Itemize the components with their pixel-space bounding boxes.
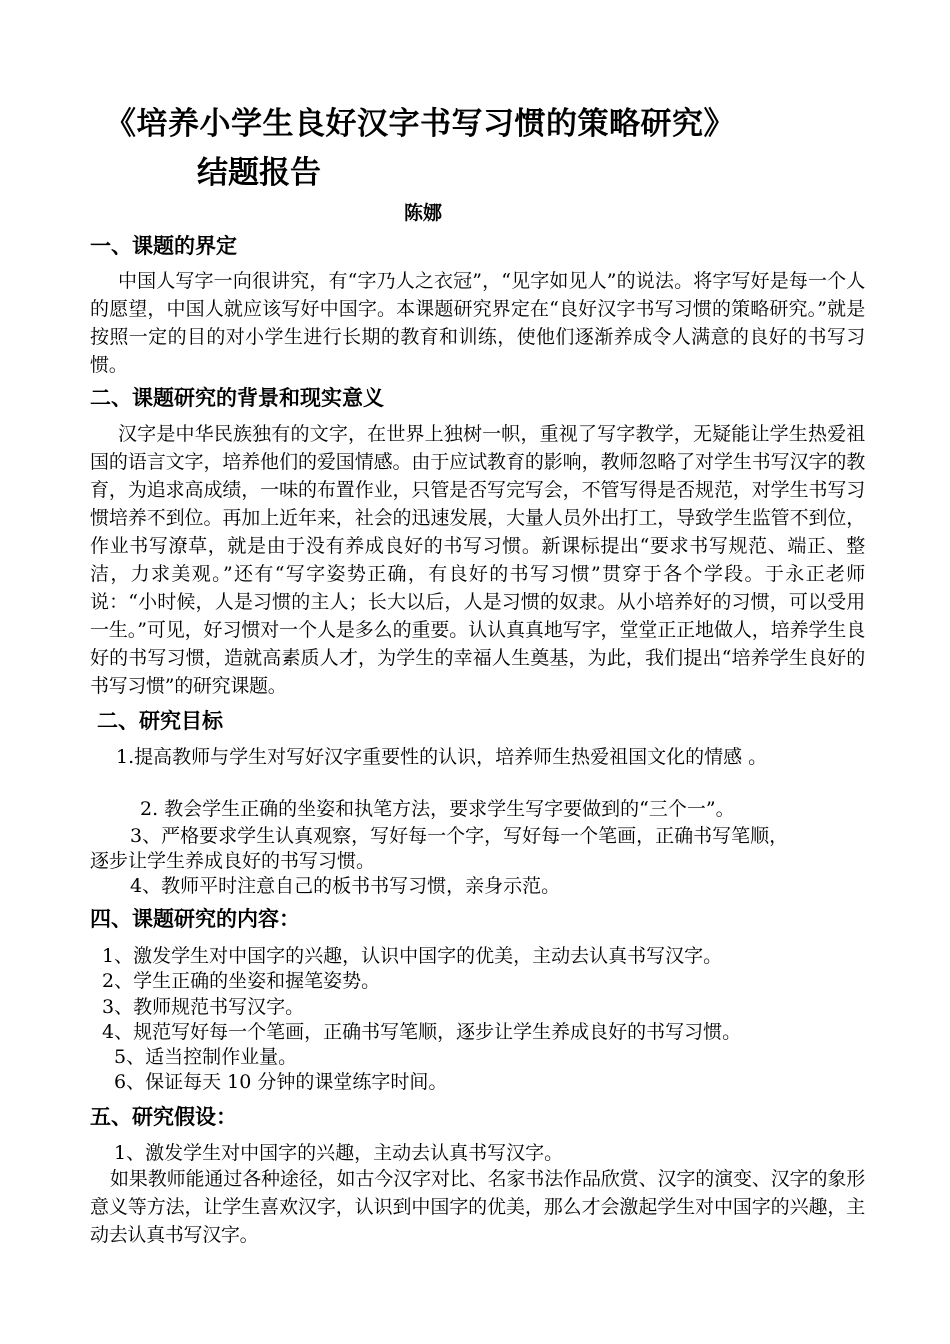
section-body-background: 汉字是中华民族独有的文字，在世界上独树一帜，重视了写字教学，无疑能让学生热爱祖国的语言文字，培养他们的爱国情感。由于应试教育的影响，教师忽略了对学生书写汉字的教育，为追求高成绩，一味的布置作业，只管是否写完写会，不管写得是否规范，对学生书写习惯培养不到位。再加上近年来，社会的迅速发展，大量人员外出打工，导致学生监管不到位，作业书写潦草，就是由于没有养成良好的书写习惯。新课标提出“要求书写规范、端正、整洁，力求美观。”还有“写字姿势正确，有良好的书写习惯”贯穿于各个学段。于永正老师说：“小时候，人是习惯的主人；长大以后，人是习惯的奴隶。从小培养好的习惯，可以受用一生。”可见，好习惯对一个人是多么的重要。认认真真地写字，堂堂正正地做人，培养学生良好的书写习惯，造就高素质人才，为学生的幸福人生奠基，为此，我们提出“培养学生良好的书写习惯”的研究课题。 [90,423,865,697]
content-item-1: 1、激发学生对中国字的兴趣，认识中国字的优美，主动去认真书写汉字。 [102,945,723,967]
content-item-5: 5、适当控制作业量。 [114,1046,298,1068]
document-title: 《培养小学生良好汉字书写习惯的策略研究》 [105,106,735,142]
goal-item-3: 3、严格要求学生认真观察，写好每一个字，写好每一个笔画，正确书写笔顺， [130,825,789,847]
content-item-3: 3、教师规范书写汉字。 [102,996,305,1018]
section-heading-content: 四、课题研究的内容： [90,907,300,931]
content-item-2: 2、学生正确的坐姿和握笔姿势。 [102,970,381,992]
section-heading-background: 二、课题研究的背景和现实意义 [90,386,384,410]
content-item-4: 4、规范写好每一个笔画，正确书写笔顺，逐步让学生养成良好的书写习惯。 [102,1021,742,1043]
section-heading-hypothesis: 五、研究假设： [90,1105,237,1129]
section-heading-goals: 二、研究目标 [97,709,223,733]
section-heading-definition: 一、课题的界定 [90,234,237,258]
goal-item-4: 4、教师平时注意自己的板书书写习惯，亲身示范。 [130,875,561,897]
document-subtitle: 结题报告 [197,155,321,191]
content-item-6: 6、保证每天 10 分钟的课堂练字时间。 [114,1071,448,1093]
goal-item-2: 2. 教会学生正确的坐姿和执笔方法，要求学生写字要做到的“三个一”。 [140,798,735,820]
section-body-definition: 中国人写字一向很讲究，有“字乃人之衣冠”，“见字如见人”的说法。将字写好是每一个人的愿望，中国人就应该写好中国字。本课题研究界定在“良好汉字书写习惯的策略研究。”就是按照一定的目的对小学生进行长期的教育和训练，使他们逐渐养成令人满意的良好的书写习惯。 [90,270,865,376]
author-name: 陈娜 [404,202,443,224]
hypothesis-body: 如果教师能通过各种途径，如古今汉字对比、名家书法作品欣赏、汉字的演变、汉字的象形意义等方法，让学生喜欢汉字，认识到中国字的优美，那么才会激起学生对中国字的兴趣，主动去认真书写汉字。 [90,1168,865,1246]
hypothesis-item-1: 1、激发学生对中国字的兴趣，主动去认真书写汉字。 [114,1142,564,1164]
goal-item-1: 1.提高教师与学生对写好汉字重要性的认识，培养师生热爱祖国文化的情感 。 [116,746,768,768]
goal-item-3-cont: 逐步让学生养成良好的书写习惯。 [90,850,376,872]
